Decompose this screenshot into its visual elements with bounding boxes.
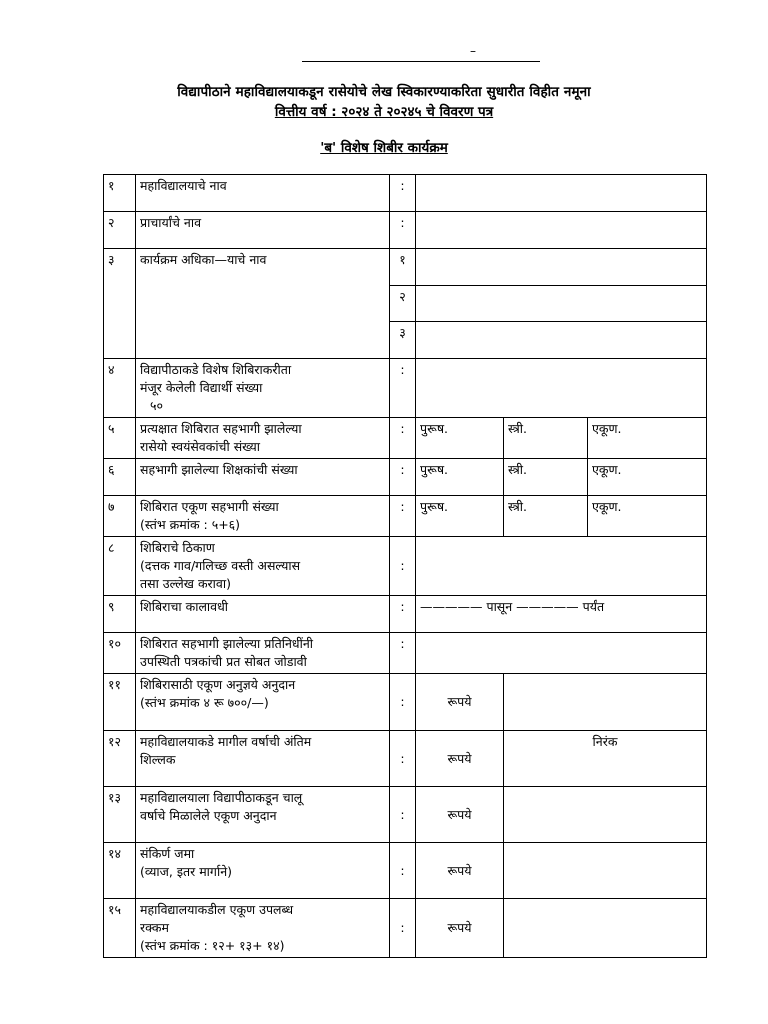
table-row <box>104 633 707 674</box>
program-officer-3-field[interactable] <box>416 322 707 359</box>
rupees-label: रूपये <box>416 843 504 899</box>
row-label: महाविद्यालयाचे नाव <box>136 175 390 212</box>
form-title: विद्यापीठाने महाविद्यालयाकडून रासेयोचे लेख स्विकारण्याकरिता सुधारीत विहीत नमूना <box>177 84 591 100</box>
table-row <box>104 731 707 787</box>
approved-students-field[interactable] <box>416 359 707 418</box>
top-dash: – <box>470 44 476 58</box>
amount-field[interactable] <box>504 899 707 958</box>
table-row <box>104 175 707 212</box>
table-row <box>104 418 707 459</box>
row-number: ५ <box>104 418 136 459</box>
row-label: कार्यक्रम अधिका—याचे नाव <box>136 249 390 359</box>
attendance-field[interactable] <box>416 633 707 674</box>
table-row <box>104 537 707 596</box>
rupees-label: रूपये <box>416 731 504 787</box>
row-label: सहभागी झालेल्या शिक्षकांची संख्या <box>136 459 390 496</box>
colon: : <box>390 674 416 731</box>
row-label: शिबिराचे ठिकाण (दत्तक गाव/गलिच्छ वस्ती असल्यास तसा उल्लेख करावा) <box>136 537 390 596</box>
rupees-label: रूपये <box>416 787 504 843</box>
section-heading: 'ब' विशेष शिबीर कार्यक्रम <box>320 140 448 156</box>
row-label: शिबिरासाठी एकूण अनुज्ञये अनुदान (स्तंभ क्रमांक ४ रू ७००/—) <box>136 674 390 731</box>
form-subtitle: वित्तीय वर्ष : २०२४ ते २०२४५ चे विवरण पत्र <box>274 104 494 120</box>
row-number: १४ <box>104 843 136 899</box>
total-count-field[interactable]: एकूण. <box>588 459 707 496</box>
row-number: ४ <box>104 359 136 418</box>
row-number: १ <box>104 175 136 212</box>
sub-number: १ <box>390 249 416 286</box>
amount-field[interactable] <box>504 843 707 899</box>
colon: : <box>390 212 416 249</box>
amount-field[interactable] <box>504 787 707 843</box>
sub-number: ३ <box>390 322 416 359</box>
row-label: प्रत्यक्षात शिबिरात सहभागी झालेल्या रासेयो स्वयंसेवकांची संख्या <box>136 418 390 459</box>
table-row <box>104 249 707 286</box>
principal-name-field[interactable] <box>416 212 707 249</box>
table-row <box>104 899 707 958</box>
total-count-field[interactable]: एकूण. <box>588 418 707 459</box>
table-row <box>104 459 707 496</box>
table-row <box>104 212 707 249</box>
sub-number: २ <box>390 286 416 322</box>
table-row <box>104 674 707 731</box>
row-label: शिबिरात एकूण सहभागी संख्या (स्तंभ क्रमांक : ५+६) <box>136 496 390 537</box>
female-count-field[interactable]: स्त्री. <box>504 459 588 496</box>
female-count-field[interactable]: स्त्री. <box>504 418 588 459</box>
rupees-label: रूपये <box>416 674 504 731</box>
row-label: विद्यापीठाकडे विशेष शिबिराकरीता मंजूर केलेली विद्यार्थी संख्या ५० <box>136 359 390 418</box>
row-number: ९ <box>104 596 136 633</box>
row-number: ११ <box>104 674 136 731</box>
camp-duration-field[interactable]: ————— पासून ————— पर्यंत <box>416 596 707 633</box>
colon: : <box>390 359 416 418</box>
colon: : <box>390 843 416 899</box>
table-row <box>104 359 707 418</box>
rupees-label: रूपये <box>416 899 504 958</box>
colon: : <box>390 537 416 596</box>
row-label: प्राचार्यांचे नाव <box>136 212 390 249</box>
colon: : <box>390 899 416 958</box>
colon: : <box>390 787 416 843</box>
row-number: १३ <box>104 787 136 843</box>
row-number: ८ <box>104 537 136 596</box>
male-count-field[interactable]: पुरूष. <box>416 496 504 537</box>
colon: : <box>390 496 416 537</box>
table-row <box>104 843 707 899</box>
program-officer-1-field[interactable] <box>416 249 707 286</box>
female-count-field[interactable]: स्त्री. <box>504 496 588 537</box>
row-number: ३ <box>104 249 136 359</box>
row-number: १२ <box>104 731 136 787</box>
row-number: ७ <box>104 496 136 537</box>
row-number: ६ <box>104 459 136 496</box>
colon: : <box>390 459 416 496</box>
total-count-field[interactable]: एकूण. <box>588 496 707 537</box>
male-count-field[interactable]: पुरूष. <box>416 459 504 496</box>
male-count-field[interactable]: पुरूष. <box>416 418 504 459</box>
row-number: १० <box>104 633 136 674</box>
row-number: २ <box>104 212 136 249</box>
camp-location-field[interactable] <box>416 537 707 596</box>
program-officer-2-field[interactable] <box>416 286 707 322</box>
colon: : <box>390 596 416 633</box>
colon: : <box>390 175 416 212</box>
table-row <box>104 596 707 633</box>
nil-note: निरंक <box>592 734 618 749</box>
row-label: संकिर्ण जमा (व्याज, इतर मार्गाने) <box>136 843 390 899</box>
row-label: महाविद्यालयाकडे मागील वर्षाची अंतिम शिल्लक <box>136 731 390 787</box>
row-label: शिबिरात सहभागी झालेल्या प्रतिनिधींनी उपस्थिती पत्रकांची प्रत सोबत जोडावी <box>136 633 390 674</box>
amount-field[interactable] <box>504 674 707 731</box>
colon: : <box>390 418 416 459</box>
colon: : <box>390 633 416 674</box>
amount-field[interactable] <box>504 731 707 787</box>
colon: : <box>390 731 416 787</box>
table-row <box>104 496 707 537</box>
table-row <box>104 787 707 843</box>
college-name-field[interactable] <box>416 175 707 212</box>
row-label: महाविद्यालयाला विद्यापीठाकडून चालू वर्षाचे मिळालेले एकूण अनुदान <box>136 787 390 843</box>
row-label: महाविद्यालयाकडील एकूण उपलब्ध रक्कम (स्तंभ क्रमांक : १२+ १३+ १४) <box>136 899 390 958</box>
form-table <box>103 174 707 958</box>
top-rule <box>302 61 540 62</box>
row-number: १५ <box>104 899 136 958</box>
row-label: शिबिराचा कालावधी <box>136 596 390 633</box>
